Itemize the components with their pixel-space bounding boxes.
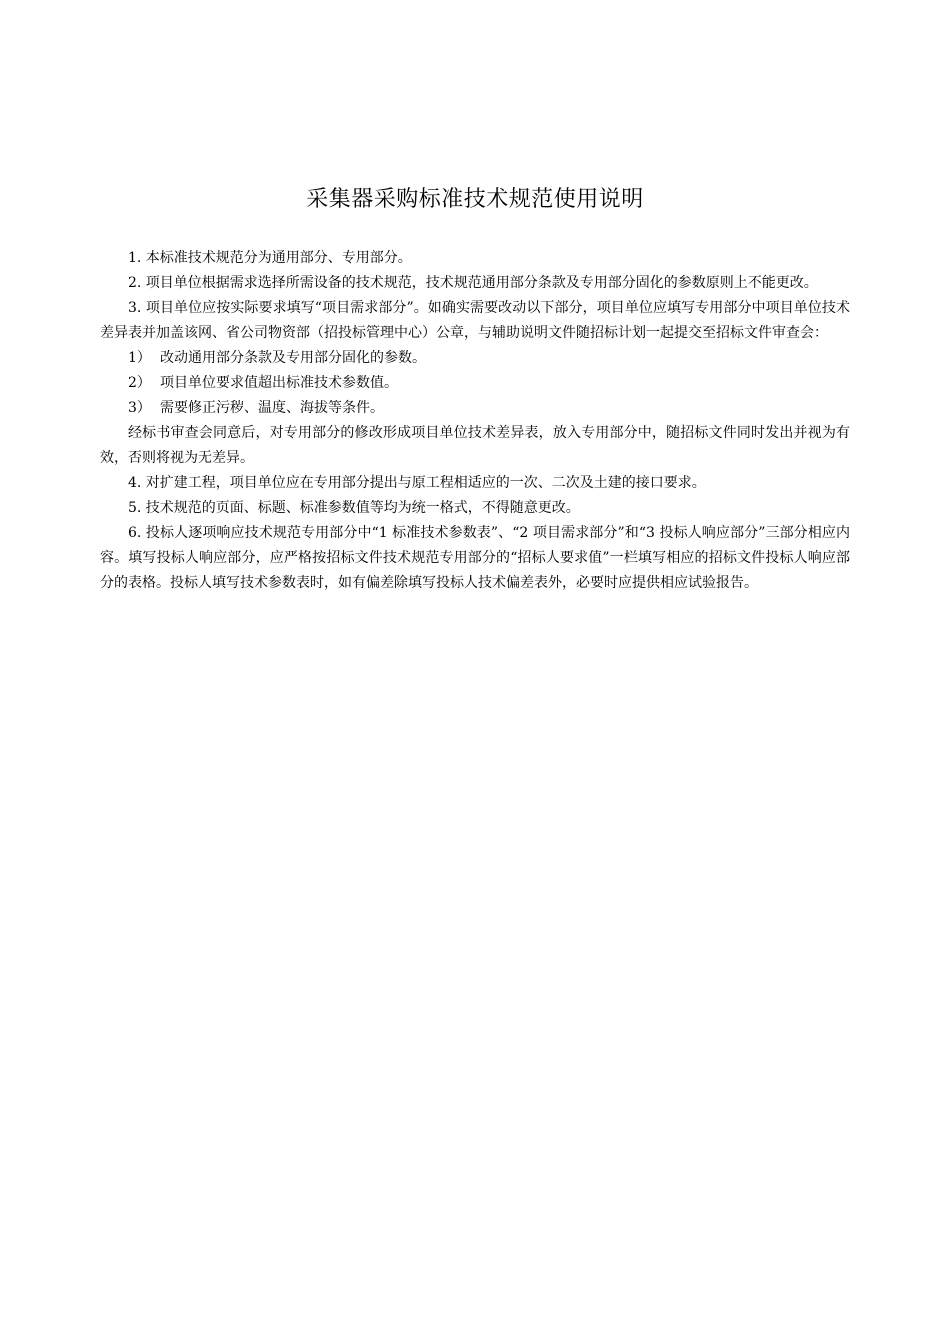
sub-item-2 <box>100 371 850 396</box>
sub-item-number: 2） <box>128 375 151 391</box>
sub-item-3 <box>100 396 850 421</box>
paragraph-review: 经标书审查会同意后，对专用部分的修改形成项目单位技术差异表，放入专用部分中，随招标文件同时发出并视为有效，否则将视为无差异。 <box>100 425 850 466</box>
sub-item-1 <box>100 346 850 371</box>
paragraph-6: 6. 投标人逐项响应技术规范专用部分中“1 标准技术参数表”、“2 项目需求部分”和“3 投标人响应部分”三部分相应内容。填写投标人响应部分，应严格按招标文件技术规范专用部分的“招标人要求值”一栏填写相应的招标文件投标人响应部分的表格。投标人填写技术参数表时，如有偏差除填写投标人技术偏差表外，必要时应提供相应试验报告。 <box>100 525 850 591</box>
sub-item-text: 项目单位要求值超出标准技术参数值。 <box>160 375 398 391</box>
sub-item-text: 改动通用部分条款及专用部分固化的参数。 <box>160 350 426 366</box>
sub-item-number: 3） <box>128 400 151 416</box>
document-body <box>100 246 850 596</box>
sub-item-text: 需要修正污秽、温度、海拔等条件。 <box>160 400 384 416</box>
paragraph-2: 2. 项目单位根据需求选择所需设备的技术规范，技术规范通用部分条款及专用部分固化的参数原则上不能更改。 <box>128 275 818 291</box>
paragraph-1: 1. 本标准技术规范分为通用部分、专用部分。 <box>128 250 412 266</box>
paragraph-3: 3. 项目单位应按实际要求填写“项目需求部分”。如确实需要改动以下部分，项目单位应填写专用部分中项目单位技术差异表并加盖该网、省公司物资部（招投标管理中心）公章，与辅助说明文件随招标计划一起提交至招标文件审查会： <box>100 300 850 341</box>
document-title: 采集器采购标准技术规范使用说明 <box>306 187 644 212</box>
paragraph-4: 4. 对扩建工程，项目单位应在专用部分提出与原工程相适应的一次、二次及土建的接口要求。 <box>128 475 706 491</box>
paragraph-5: 5. 技术规范的页面、标题、标准参数值等均为统一格式，不得随意更改。 <box>128 500 580 516</box>
sub-item-number: 1） <box>128 350 151 366</box>
